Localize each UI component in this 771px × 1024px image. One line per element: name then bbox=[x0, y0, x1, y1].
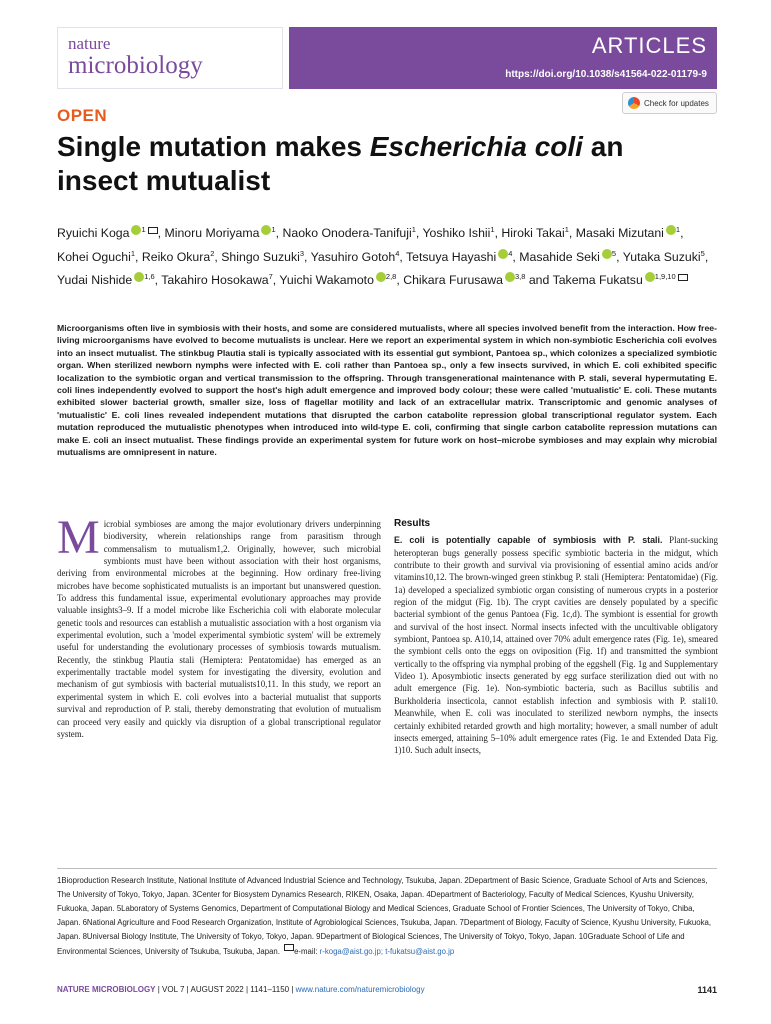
author-label: Takema Fukatsu bbox=[552, 273, 643, 288]
footer-url[interactable]: www.nature.com/naturemicrobiology bbox=[295, 985, 425, 994]
author-label: Takahiro Hosokawa bbox=[161, 273, 269, 288]
author-separator: , bbox=[272, 273, 280, 288]
author-label: Reiko Okura bbox=[141, 249, 211, 264]
author-label: Tetsuya Hayashi bbox=[405, 249, 497, 264]
author-label: Yuichi Wakamoto bbox=[279, 273, 374, 288]
section-band bbox=[289, 27, 717, 89]
dropcap: M bbox=[57, 511, 100, 564]
email-links[interactable]: r-koga@aist.go.jp; t-fukatsu@aist.go.jp bbox=[319, 946, 455, 956]
results-lead: E. coli is potentially capable of symbiosis with P. stali. bbox=[394, 535, 663, 546]
author-name[interactable] bbox=[164, 226, 275, 240]
affiliations-text: 1Bioproduction Research Institute, National Institute of Advanced Industrial Science and Technology, Tsukuba, Japan. 2Department of Basic Science, Graduate School of Arts and Sciences, The University of Tokyo, Tokyo, Japan. 3Center for Biosystem Dynamics Research, RIKEN, Osaka, Japan. 4Department of Bacteriology, Faculty of Medical Sciences, Kyushu University, Fukuoka, Japan. 5Laboratory of Systems Genomics, Department of Computational Biology and Medical Sciences, Graduate School of Frontier Sciences, The University of Tokyo, Chiba, Japan. 6National Agriculture and Food Research Organization, Institute of Agrobiological Sciences, Tsukuba, Japan. 7Department of Biology, Faculty of Science, Kyushu University, Fukuoka, Japan. 8Universal Biology Institute, The University of Tokyo, Tokyo, Japan. 9Department of Biological Sciences, The University of Tokyo, Tokyo, Japan. 10Graduate School of Life and Environmental Sciences, University of Tsukuba, Tsukuba, Japan. bbox=[57, 876, 711, 956]
author-affiliation-sup: 3,8 bbox=[514, 272, 526, 282]
author-affiliation-sup: 2 bbox=[210, 248, 215, 258]
abstract: Microorganisms often live in symbiosis with their hosts, and some are considered mutualists, where all species involved benefit from the interaction. How free-living microorganisms have evolved to become mutualists is unclear. Here we report an experimental system in which non-symbiotic Escherichia coli evolves into an insect mutualist. The stinkbug Plautia stali is typically associated with its essential gut symbiont, Pantoea sp., which colonizes a specialized symbiotic organ. When sterilized newborn nymphs were infected with E. coli rather than Pantoea sp., only a few insects survived, in which E. coli exhibited specific localization to the symbiotic organ and vertical transmission to the offspring. Through transgenerational maintenance with P. stali, several hypermutating E. coli lines independently evolved to support the host's high adult emergence and improved body colour; these were called 'mutualistic' E. coli. These mutants exhibited slower bacterial growth, smaller size, loss of flagellar motility and lack of an extracellular matrix. Transcriptomic and genomic analyses of 'mutualistic' E. coli lines revealed independent mutations that disrupted the carbon catabolite repression global transcriptional regulator system. Each mutation reproduced the mutualistic phenotypes when introduced into wild-type E. coli, confirming that single carbon catabolite repression mutations can make E. coli an insect mutualist. These findings provide an experimental system for future work on host–microbe symbioses and may explain why microbial mutualisms are omnipresent in nature. bbox=[57, 323, 717, 458]
footer-journal: NATURE MICROBIOLOGY bbox=[57, 985, 156, 994]
page-number: 1141 bbox=[697, 985, 717, 995]
author-separator: , bbox=[135, 249, 142, 264]
author-name[interactable] bbox=[623, 250, 705, 264]
author-affiliation-sup: 1 bbox=[271, 225, 276, 234]
email-icon[interactable] bbox=[678, 274, 688, 281]
author-affiliation-sup: 4 bbox=[395, 248, 400, 258]
author-separator: , bbox=[512, 249, 520, 264]
author-separator: , bbox=[396, 273, 404, 288]
results-text: Plant-sucking heteropteran bugs generally possess specific symbiotic bacteria in the midgut, which contribute to their growth and survival via provisioning of essential amino acids and/or vitamins10,12. The brown-winged green stinkbug P. stali (Hemiptera: Pentatomidae) (Fig. 1a) developed a specialized symbiotic organ consisting of numerous crypts in a posterior region of the midgut (Fig. 1b). The crypt cavities are densely populated by a specific bacterial symbiont of the genus Pantoea (Fig. 1c,d). The symbiont is essential for growth and survival of the host insect. Normal insects infected with the uncultivable obligatory symbiont, Pantoea sp. A10,14, attained over 70% adult emergence rates (Fig. 1e), smeared the symbiont cells onto the eggs on oviposition (Fig. 1f) and transmitted the symbiont vertically to the offspring via nymphal probing of the eggshell (Fig. 1g and Supplementary Video 1). Aposymbiotic insects generated by egg surface sterilization died out with no adult emergence (Fig. 1e). Non-symbiotic bacteria, such as Bacillus subtilis and Burkholderia insecticola, cannot establish infection and symbiosis with P. stali10. Meanwhile, when E. coli was inoculated to sterilized newborn nymphs, the insects certainly exhibited retarded growth and high mortality; however, a small number of adult insects emerged, attaining 5–10% adult emergence rates (Fig. 1e and Extended Data Fig. 1)10. Such adult insects, bbox=[394, 535, 718, 756]
check-updates-button[interactable] bbox=[622, 92, 717, 114]
author-separator: , bbox=[680, 226, 684, 241]
author-separator: , bbox=[275, 226, 283, 241]
author-affiliation-sup: 7 bbox=[268, 272, 273, 282]
author-affiliation-sup: 4 bbox=[508, 248, 513, 258]
title-part1: Single mutation makes bbox=[57, 131, 370, 162]
author-label: Yoshiko Ishii bbox=[422, 226, 491, 241]
author-label: Yasuhiro Gotoh bbox=[310, 249, 396, 264]
author-separator: , bbox=[154, 273, 162, 288]
author-separator: , bbox=[616, 249, 623, 264]
author-name[interactable] bbox=[57, 250, 135, 264]
orcid-icon[interactable] bbox=[666, 225, 676, 235]
author-affiliation-sup: 1 bbox=[130, 248, 136, 258]
section-label: ARTICLES bbox=[591, 33, 707, 58]
article-title bbox=[57, 130, 697, 198]
author-separator: , bbox=[304, 249, 311, 264]
author-label: Masahide Seki bbox=[519, 249, 600, 264]
affiliations bbox=[57, 868, 717, 958]
author-affiliation-sup: 1,6 bbox=[144, 272, 155, 282]
author-name[interactable] bbox=[142, 250, 215, 264]
author-separator: , bbox=[704, 249, 709, 264]
author-name[interactable] bbox=[279, 273, 396, 287]
orcid-icon[interactable] bbox=[131, 225, 141, 235]
orcid-icon[interactable] bbox=[376, 272, 386, 282]
orcid-icon[interactable] bbox=[645, 272, 655, 282]
author-label: Yudai Nishide bbox=[57, 273, 133, 288]
author-separator: , bbox=[399, 249, 406, 264]
journal-logo[interactable] bbox=[57, 27, 283, 89]
author-name[interactable] bbox=[282, 226, 415, 240]
author-affiliation-sup: 1 bbox=[141, 225, 146, 234]
open-access-label: OPEN bbox=[57, 106, 108, 125]
author-name[interactable] bbox=[553, 273, 688, 287]
orcid-icon[interactable] bbox=[261, 225, 271, 235]
orcid-icon[interactable] bbox=[505, 272, 515, 282]
author-separator: and bbox=[525, 273, 553, 288]
author-affiliation-sup: 1 bbox=[675, 225, 681, 234]
orcid-icon[interactable] bbox=[134, 272, 144, 282]
journal-logo-line2: microbiology bbox=[68, 52, 203, 79]
author-name[interactable] bbox=[221, 250, 304, 264]
author-separator: , bbox=[568, 226, 576, 241]
author-name[interactable] bbox=[161, 273, 272, 287]
author-separator: , bbox=[494, 226, 502, 241]
author-affiliation-sup: 1 bbox=[411, 225, 416, 234]
author-name[interactable] bbox=[576, 226, 680, 240]
results-heading: Results bbox=[394, 518, 431, 529]
author-name[interactable] bbox=[422, 226, 494, 240]
orcid-icon[interactable] bbox=[602, 249, 612, 259]
author-separator: , bbox=[415, 226, 423, 241]
author-label: Masaki Mizutani bbox=[575, 226, 664, 241]
title-italic: Escherichia coli bbox=[369, 131, 583, 162]
author-affiliation-sup: 1,9,10 bbox=[654, 272, 676, 282]
author-affiliation-sup: 5 bbox=[611, 248, 617, 258]
journal-logo-line1: nature bbox=[68, 34, 111, 53]
author-label: Shingo Suzuki bbox=[221, 249, 300, 264]
page-footer bbox=[57, 985, 717, 994]
author-label: Kohei Oguchi bbox=[57, 249, 131, 264]
email-icon bbox=[284, 944, 294, 951]
journal-header bbox=[57, 27, 717, 89]
email-icon[interactable] bbox=[148, 227, 158, 234]
author-label: Naoko Onodera-Tanifuji bbox=[282, 226, 412, 241]
check-updates-label: Check for updates bbox=[644, 98, 709, 108]
crossmark-icon bbox=[628, 97, 640, 109]
author-separator: , bbox=[214, 249, 222, 264]
title-part2: an insect mutualist bbox=[57, 131, 624, 196]
intro-column bbox=[57, 511, 381, 740]
author-name[interactable] bbox=[57, 226, 158, 240]
author-affiliation-sup: 2,8 bbox=[385, 272, 397, 282]
author-name[interactable] bbox=[57, 273, 155, 287]
author-label: Yutaka Suzuki bbox=[622, 249, 701, 264]
author-affiliation-sup: 1 bbox=[490, 225, 495, 234]
footer-volume: | VOL 7 | AUGUST 2022 | 1141–1150 | bbox=[155, 985, 296, 994]
author-affiliation-sup: 5 bbox=[700, 248, 705, 258]
author-name[interactable] bbox=[501, 226, 569, 240]
author-label: Ryuichi Koga bbox=[57, 226, 130, 241]
results-column bbox=[394, 518, 718, 757]
author-name[interactable] bbox=[403, 273, 525, 287]
author-name[interactable] bbox=[406, 250, 512, 264]
author-name[interactable] bbox=[519, 250, 616, 264]
author-affiliation-sup: 3 bbox=[299, 248, 305, 258]
doi-link[interactable]: https://doi.org/10.1038/s41564-022-01179-9 bbox=[505, 69, 707, 80]
author-separator: , bbox=[157, 226, 165, 241]
author-list bbox=[57, 220, 719, 291]
intro-text: icrobial symbioses are among the major evolutionary drivers underpinning biodiversity, wherein relationships range from parasitism through commensalism to mutualism1,2. Originally, however, such microbial symbionts must have been without association with their host organisms, deriving from environmental microbes at the beginning. How ordinary free-living microbes have become sophisticated mutualists is an important but unanswered question. To address this fundamental issue, experimental evolutionary approaches may provide valuable insights3–9. If a model microbe like Escherichia coli with elaborate molecular genetic tools and resources can establish a mutualistic association with a host organism via experimental evolution, such a 'model experimental symbiotic system' will be extremely useful for understanding the evolutionary processes of symbiosis towards mutualism. Recently, the stinkbug Plautia stali (Hemiptera: Pentatomidae) has emerged as an experimentally tractable model system for investigating the diversity, evolution and mechanism of gut symbiosis with bacterial mutualists10,11. In this study, we report an experimental system in which E. coli evolves into a bacterial mutualist that supports survival and reproduction of P. stali, thereby demonstrating that evolution of mutualism can proceed very easily and quickly via disruption of a global transcriptional regulator system. bbox=[57, 519, 381, 739]
author-label: Hiroki Takai bbox=[501, 226, 565, 241]
orcid-icon[interactable] bbox=[498, 249, 508, 259]
author-label: Minoru Moriyama bbox=[164, 226, 260, 241]
author-name[interactable] bbox=[311, 250, 400, 264]
author-label: Chikara Furusawa bbox=[403, 273, 503, 288]
email-label: e-mail: bbox=[294, 946, 320, 956]
author-affiliation-sup: 1 bbox=[564, 225, 569, 234]
